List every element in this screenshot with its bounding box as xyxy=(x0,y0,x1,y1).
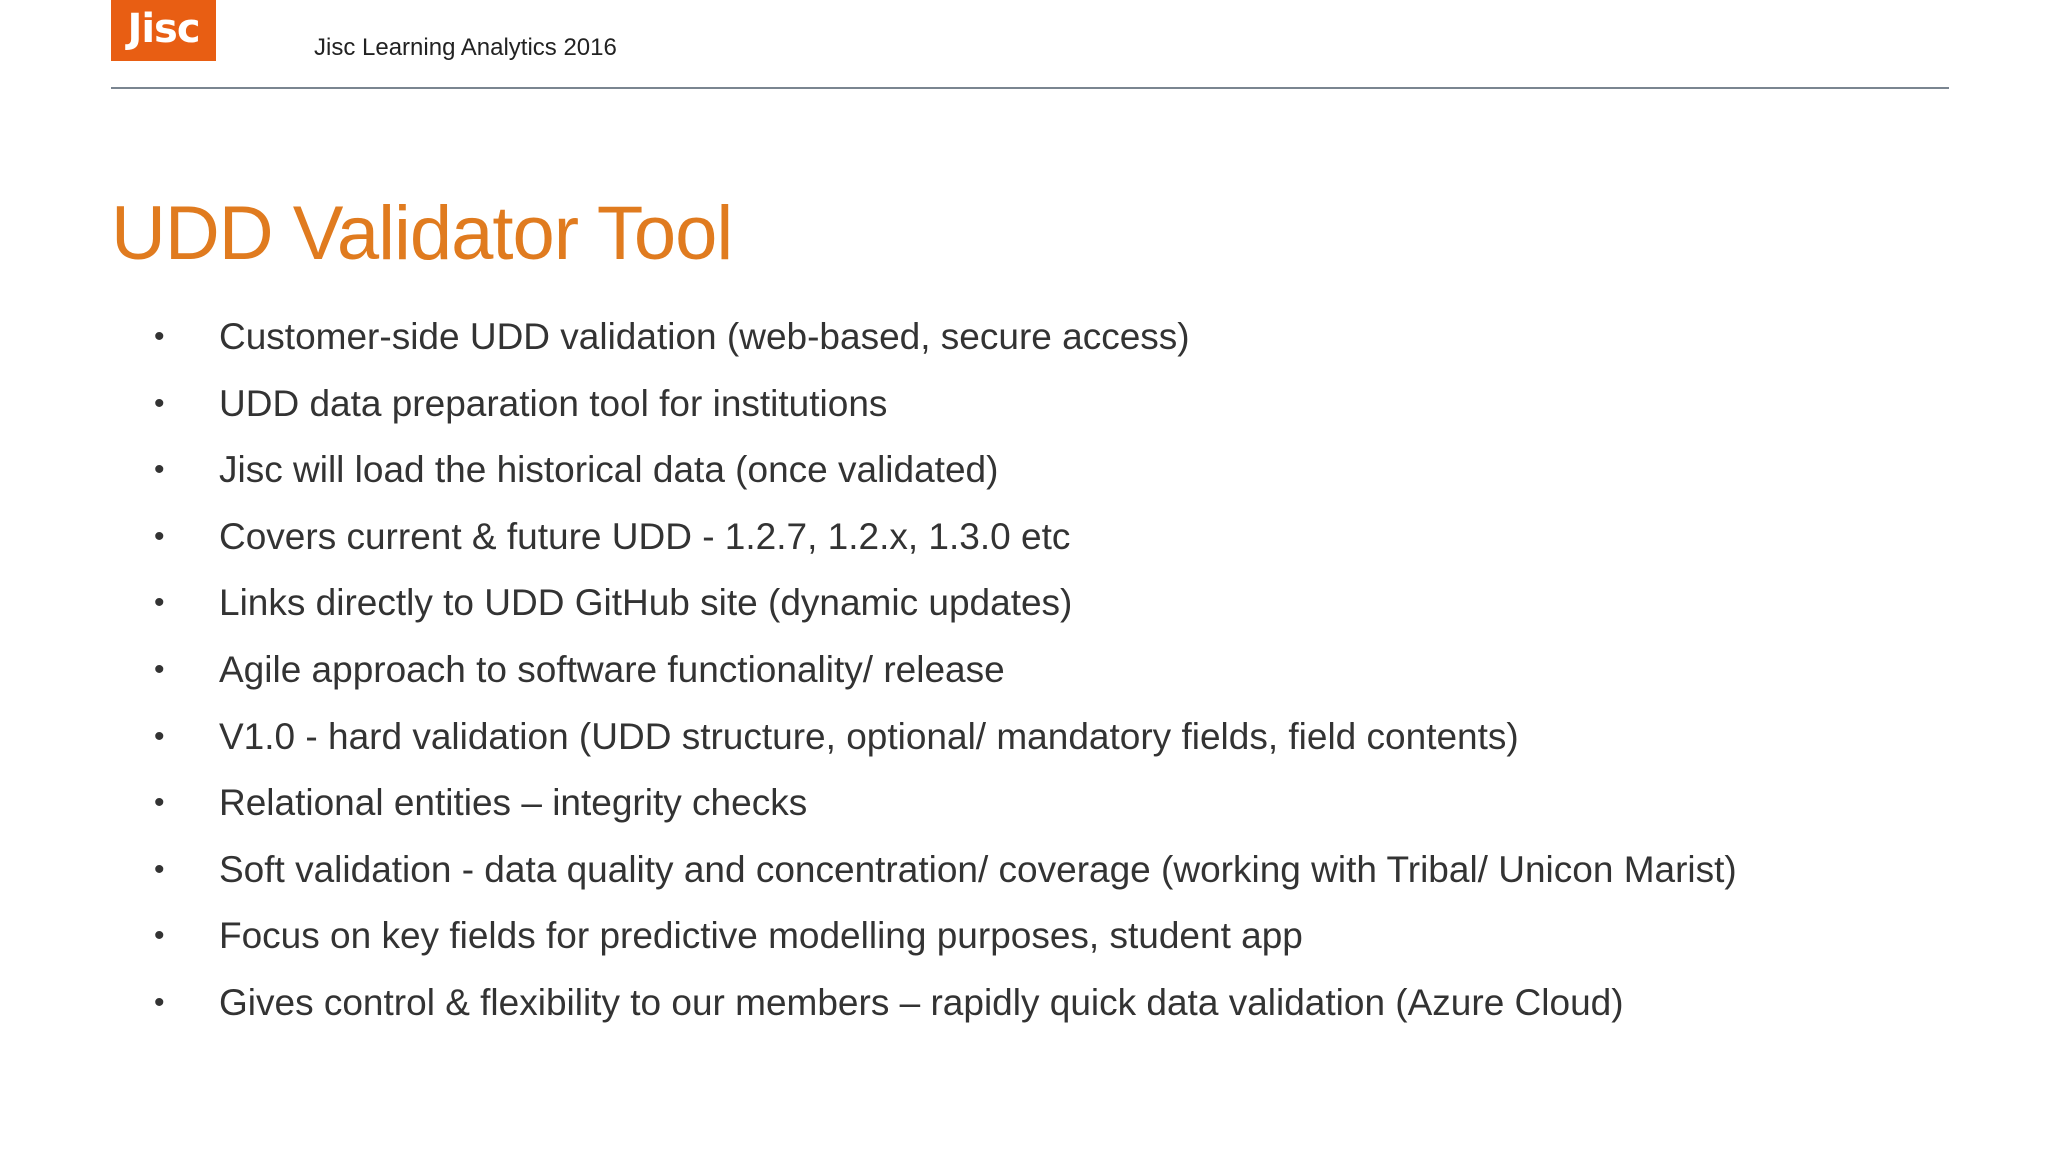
bullet-item xyxy=(0,710,2048,777)
bullet-item xyxy=(0,909,2048,976)
bullet-icon: • xyxy=(154,453,165,487)
bullet-item xyxy=(0,443,2048,510)
bullet-text: Agile approach to software functionality/ release xyxy=(219,648,1005,690)
bullet-item xyxy=(0,377,2048,444)
bullet-icon: • xyxy=(154,320,165,353)
bullet-icon: • xyxy=(154,386,165,420)
bullet-icon: • xyxy=(154,985,165,1019)
bullet-list xyxy=(0,310,2048,1043)
bullet-text: Jisc will load the historical data (once validated) xyxy=(219,449,999,491)
bullet-icon: • xyxy=(154,652,165,686)
bullet-icon: • xyxy=(154,586,165,620)
bullet-icon: • xyxy=(154,852,165,886)
bullet-item xyxy=(0,510,2048,577)
slide-title: UDD Validator Tool xyxy=(111,191,733,276)
bullet-text: V1.0 - hard validation (UDD structure, optional/ mandatory fields, field contents) xyxy=(219,715,1519,757)
bullet-text: Soft validation - data quality and concentration/ coverage (working with Tribal/ Unicon Marist) xyxy=(219,848,1737,890)
bullet-item xyxy=(0,776,2048,843)
bullet-item xyxy=(0,310,2048,377)
bullet-item xyxy=(0,643,2048,710)
bullet-text: Customer-side UDD validation (web-based, secure access) xyxy=(219,316,1190,357)
jisc-logo-text: Jisc xyxy=(127,5,200,52)
header-divider xyxy=(111,87,1949,89)
bullet-icon: • xyxy=(154,719,165,753)
bullet-text: Gives control & flexibility to our members – rapidly quick data validation (Azure Cloud) xyxy=(219,981,1624,1023)
header-title: Jisc Learning Analytics 2016 xyxy=(314,34,617,61)
bullet-text: Focus on key fields for predictive modelling purposes, student app xyxy=(219,915,1303,957)
bullet-text: Relational entities – integrity checks xyxy=(219,782,808,824)
bullet-icon: • xyxy=(154,919,165,953)
bullet-text: UDD data preparation tool for institutions xyxy=(219,382,888,424)
bullet-text: Links directly to UDD GitHub site (dynamic updates) xyxy=(219,582,1073,624)
bullet-text: Covers current & future UDD - 1.2.7, 1.2.x, 1.3.0 etc xyxy=(219,515,1071,557)
bullet-item xyxy=(0,976,2048,1043)
bullet-icon: • xyxy=(154,786,165,820)
bullet-icon: • xyxy=(154,519,165,553)
bullet-item xyxy=(0,576,2048,643)
bullet-item xyxy=(0,843,2048,910)
jisc-logo xyxy=(111,0,216,61)
